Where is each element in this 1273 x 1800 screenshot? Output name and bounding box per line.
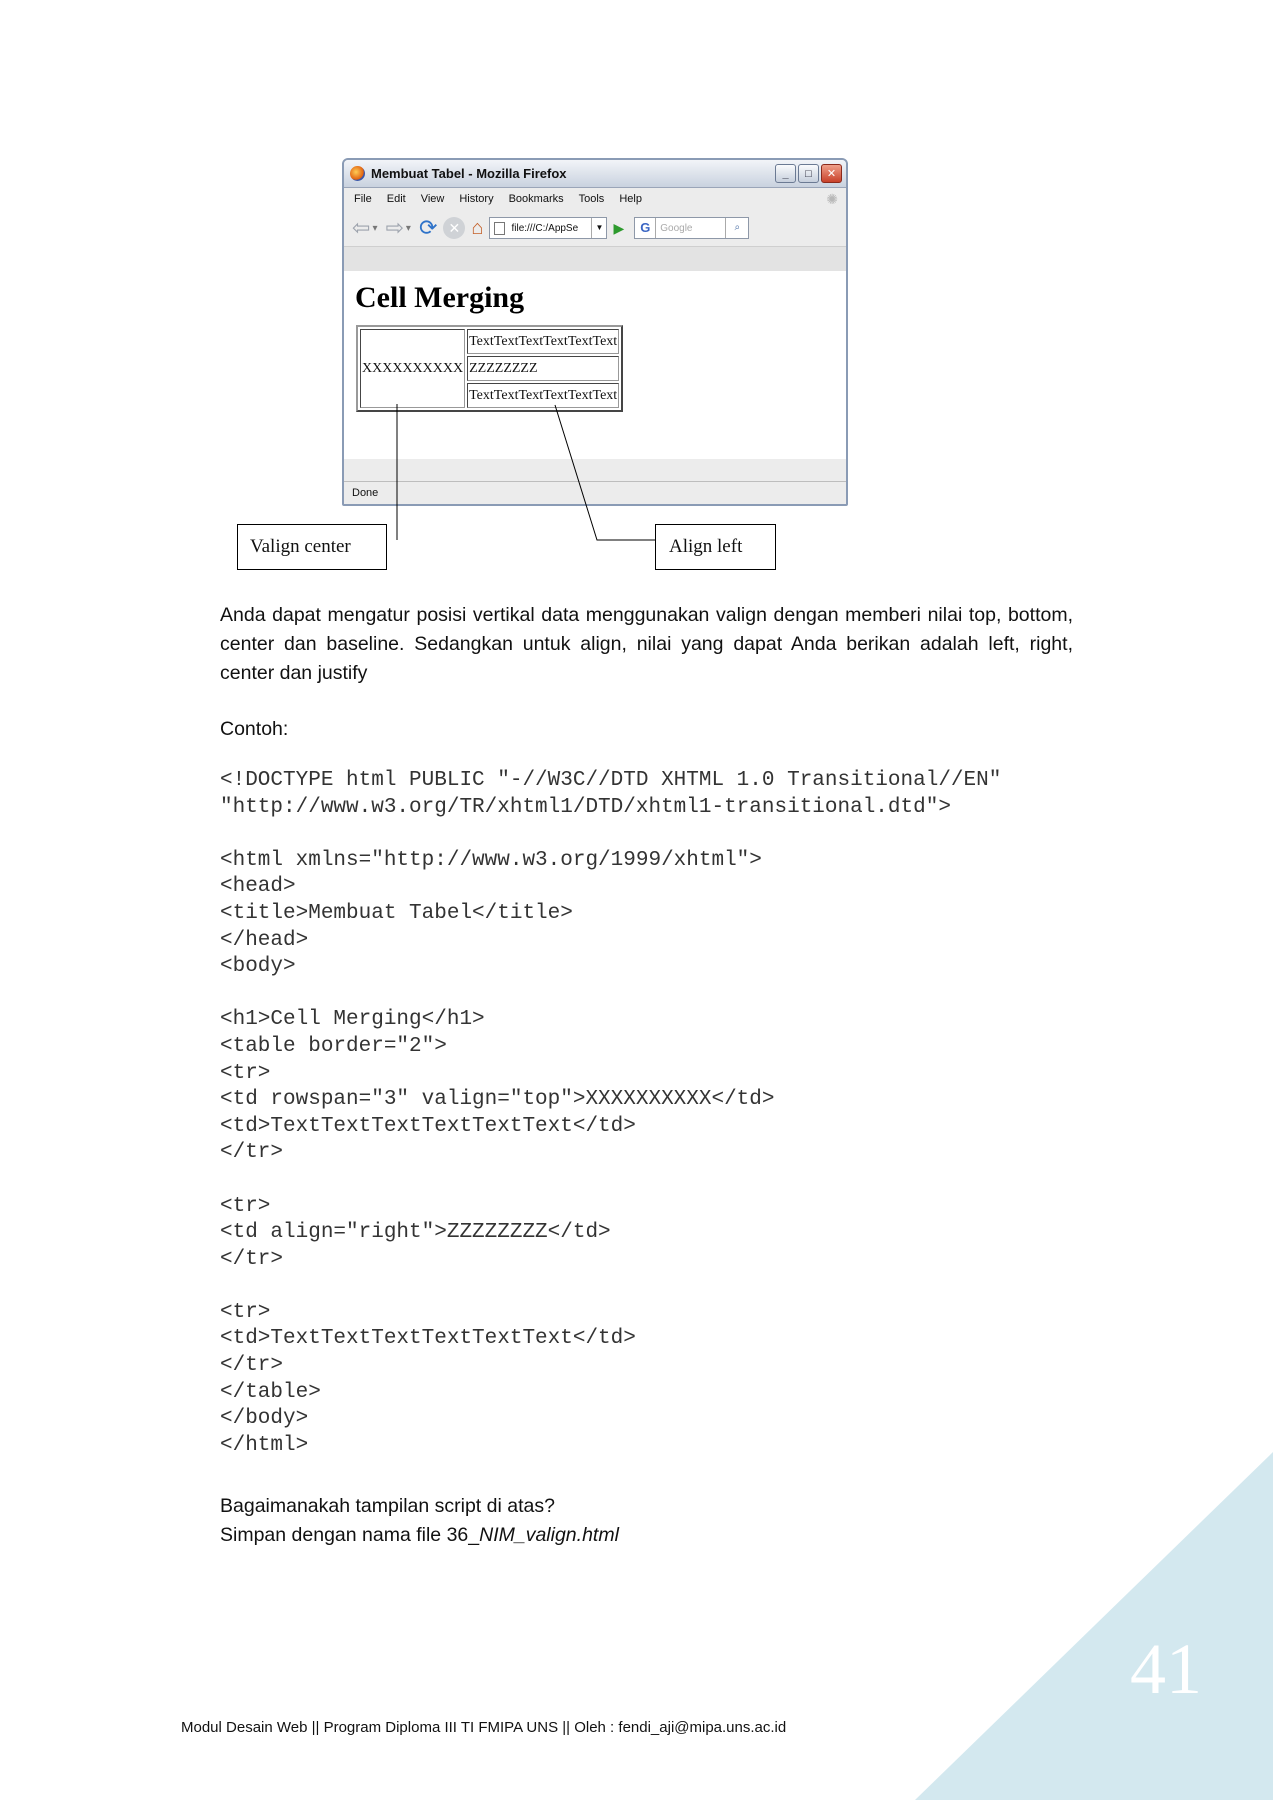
page-footer: Modul Desain Web || Program Diploma III TI FMIPA UNS || Oleh : fendi_aji@mipa.uns.ac.id	[181, 1719, 787, 1736]
page-number: 41	[1130, 1629, 1202, 1709]
status-bar: Done	[344, 481, 846, 504]
menu-bookmarks[interactable]: Bookmarks	[508, 193, 564, 205]
save-instruction	[220, 1521, 1073, 1550]
url-text[interactable]: file:///C:/AppSe	[511, 222, 579, 234]
table-cell-row3: TextTextTextTextTextText	[467, 383, 619, 408]
table-cell-row2: ZZZZZZZZ	[467, 356, 619, 381]
page-heading: Cell Merging	[355, 281, 525, 314]
forward-arrow-icon[interactable]: ⇨	[385, 215, 404, 240]
menu-help[interactable]: Help	[619, 193, 642, 205]
close-button[interactable]: ✕	[821, 164, 842, 183]
table-cell-row1: TextTextTextTextTextText	[467, 329, 619, 354]
back-dropdown-icon[interactable]: ▾	[372, 222, 378, 234]
intro-paragraph: Anda dapat mengatur posisi vertikal data menggunakan valign dengan memberi nilai top, bottom, center dan baseline. Sedangkan untuk align, nilai yang dapat Anda berikan adalah left, right, center dan justify	[220, 604, 1073, 684]
menu-view[interactable]: View	[420, 193, 445, 205]
merged-cell: XXXXXXXXXX	[360, 329, 465, 408]
menu-file[interactable]: File	[354, 193, 372, 205]
stop-icon[interactable]: ✕	[443, 217, 465, 239]
minimize-button[interactable]: _	[775, 164, 796, 183]
search-icon[interactable]: ⌕	[725, 218, 748, 238]
search-engine-icon[interactable]: G	[635, 218, 656, 238]
align-pointer-line	[555, 405, 655, 540]
save-prefix: Simpan dengan nama file 36_	[220, 1524, 480, 1546]
throbber-icon: ✺	[826, 191, 838, 207]
back-arrow-icon[interactable]: ⇦	[352, 215, 371, 240]
forward-dropdown-icon[interactable]: ▾	[405, 222, 411, 234]
go-icon[interactable]: ▶	[613, 219, 625, 236]
question-text: Bagaimanakah tampilan script di atas?	[220, 1495, 555, 1517]
url-dropdown-icon[interactable]: ▼	[591, 218, 606, 238]
search-placeholder[interactable]: Google	[660, 222, 693, 234]
code-listing: <!DOCTYPE html PUBLIC "-//W3C//DTD XHTML 1.0 Transitional//EN" "http://www.w3.org/TR/xhtml1/DTD/xhtml1-transitional.dtd"> <html xmlns="http://www.w3.org/1999/xhtml"> <head> <title>Membuat Tabel</title> </head> <body> <h1>Cell Merging</h1> <table border="2"> <tr> <td rowspan="3" valign="top">XXXXXXXXXX</td> <td>TextTextTextTextTextText</td> </tr> <tr> <td align="right">ZZZZZZZZ</td> </tr> <tr> <td>TextTextTextTextTextText</td> </tr> </table> </body> </html>	[220, 769, 1002, 1457]
reload-icon[interactable]: ⟳	[418, 215, 438, 240]
menu-tools[interactable]: Tools	[578, 193, 605, 205]
window-title: Membuat Tabel - Mozilla Firefox	[371, 166, 567, 181]
menu-history[interactable]: History	[459, 193, 494, 205]
callout-valign-center: Valign center	[237, 524, 387, 570]
home-icon[interactable]: ⌂	[471, 216, 484, 239]
maximize-button[interactable]: □	[798, 164, 819, 183]
callout-align-left: Align left	[655, 524, 776, 570]
menu-edit[interactable]: Edit	[386, 193, 406, 205]
save-filename: NIM_valign.html	[479, 1524, 619, 1546]
example-label: Contoh:	[220, 718, 289, 740]
